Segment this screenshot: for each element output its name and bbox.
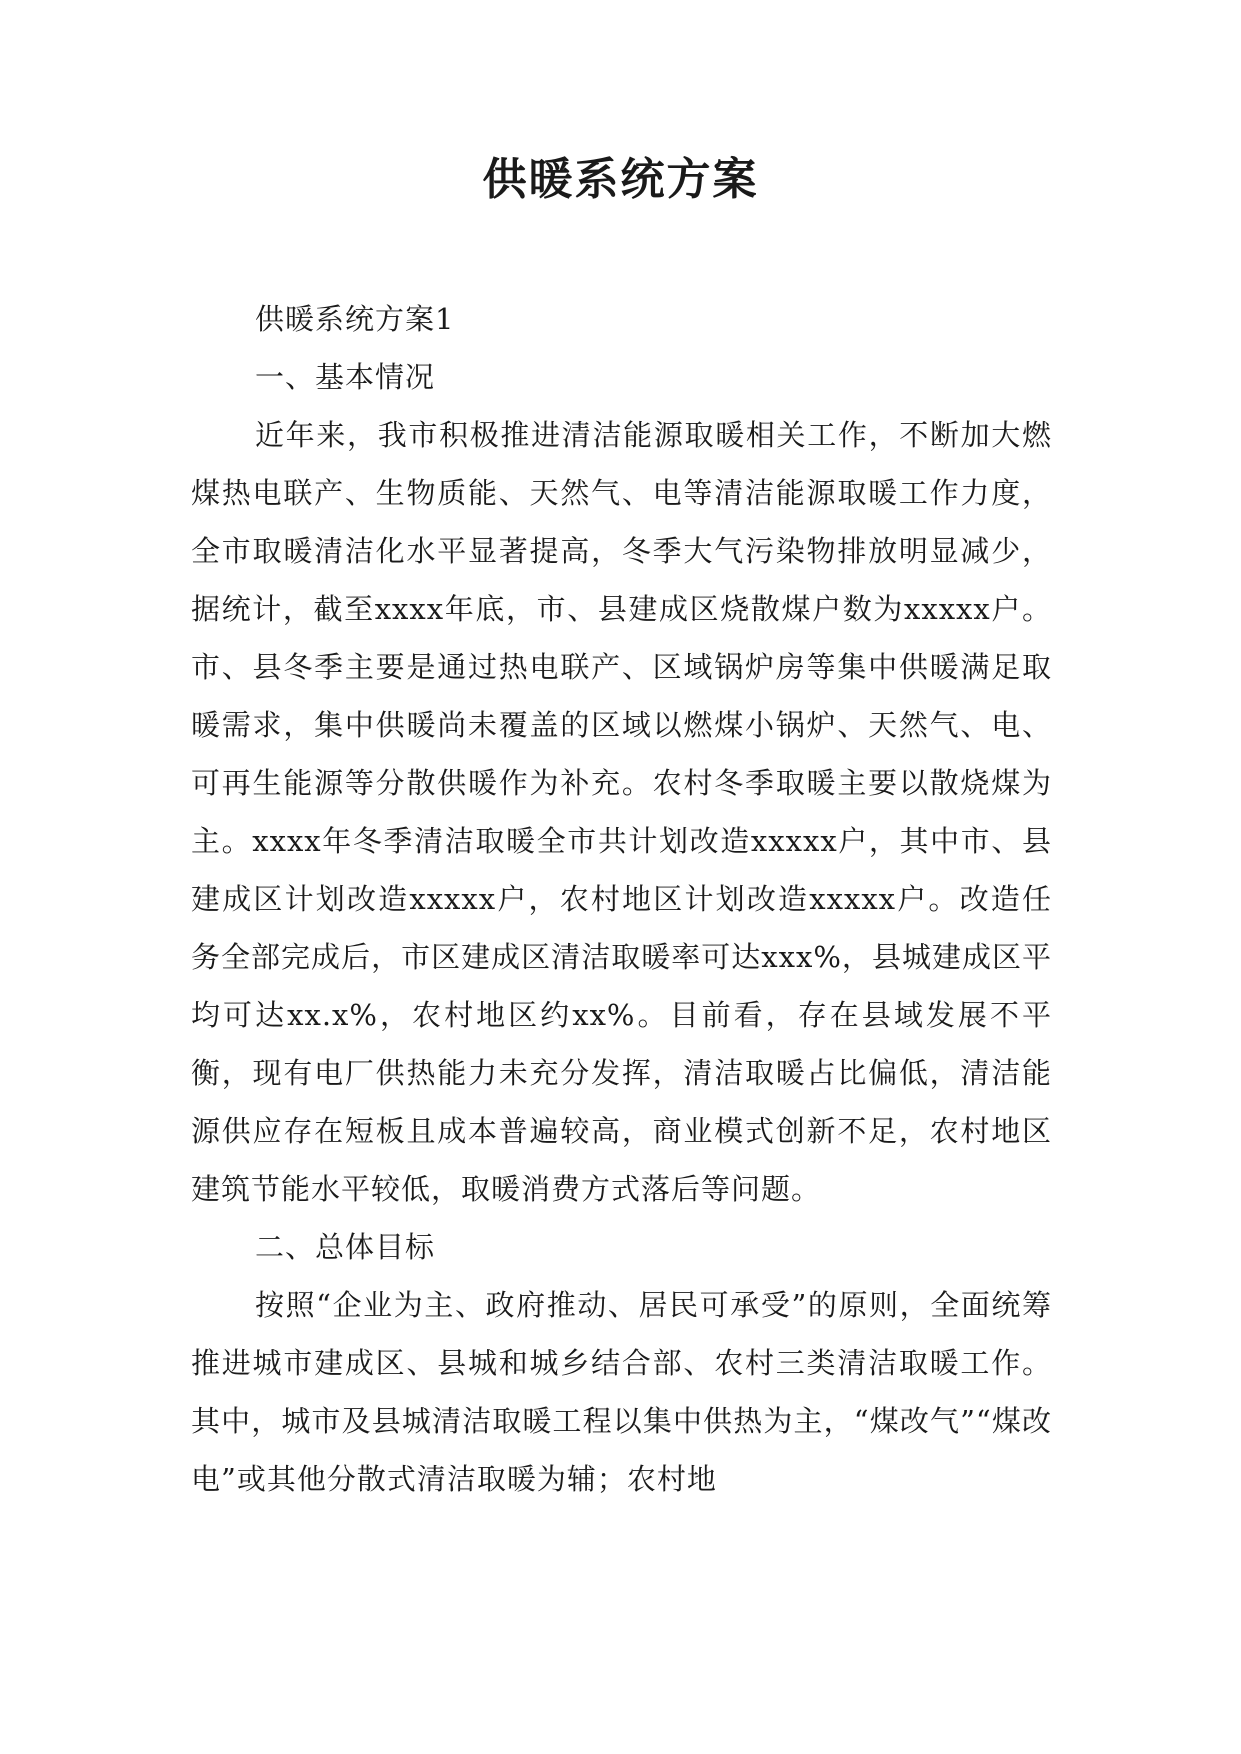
paragraph-overall-goals: 按照“企业为主、政府推动、居民可承受”的原则，全面统筹推进城市建成区、县城和城乡结合部、农村三类清洁取暖工作。其中，城市及县城清洁取暖工程以集中供热为主，“煤改气”“煤改电”或其他分散式清洁取暖为辅；农村地 [191,1288,1052,1496]
paragraph-basic-situation: 近年来，我市积极推进清洁能源取暖相关工作，不断加大燃煤热电联产、生物质能、天然气、电等清洁能源取暖工作力度，全市取暖清洁化水平显著提高，冬季大气污染物排放明显减少，据统计，截至xxxx年底，市、县建成区烧散煤户数为xxxxx户。市、县冬季主要是通过热电联产、区域锅炉房等集中供暖满足取暖需求，集中供暖尚未覆盖的区域以燃煤小锅炉、天然气、电、可再生能源等分散供暖作为补充。农村冬季取暖主要以散烧煤为主。xxxx年冬季清洁取暖全市共计划改造xxxxx户，其中市、县建成区计划改造xxxxx户，农村地区计划改造xxxxx户。改造任务全部完成后，市区建成区清洁取暖率可达xxx%，县城建成区平均可达xx.x%，农村地区约xx%。目前看，存在县域发展不平衡，现有电厂供热能力未充分发挥，清洁取暖占比偏低，清洁能源供应存在短板且成本普遍较高，商业模式创新不足，农村地区建筑节能水平较低，取暖消费方式落后等问题。 [191,418,1052,1206]
section-heading-basic-situation: 一、基本情况 [255,360,436,394]
section-heading-plan-1: 供暖系统方案1 [255,302,455,336]
document-body [191,290,1052,1508]
document-title: 供暖系统方案 [482,154,759,205]
section-heading-overall-goals: 二、总体目标 [255,1230,436,1264]
